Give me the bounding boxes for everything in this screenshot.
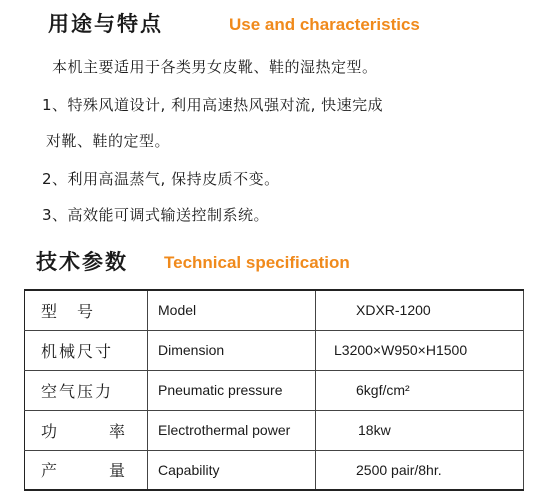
spec-label-en: Electrothermal power: [148, 410, 316, 450]
spec-label-en: Model: [148, 290, 316, 330]
table-row: [25, 410, 524, 450]
table-row: [25, 290, 524, 330]
spec-value: XDXR-1200: [316, 290, 524, 330]
spec-title-en: Technical specification: [164, 253, 350, 272]
spec-table: [24, 289, 524, 491]
spec-title-zh: 技术参数: [36, 250, 128, 274]
usage-item-2: 2、利用高温蒸气, 保持皮质不变。: [42, 170, 280, 188]
spec-value: 18kw: [316, 410, 524, 450]
spec-label-zh: 空气压力: [25, 370, 148, 410]
spec-label-en: Capability: [148, 450, 316, 490]
table-row: [25, 450, 524, 490]
table-row: [25, 330, 524, 370]
usage-intro: 本机主要适用于各类男女皮靴、鞋的湿热定型。: [52, 58, 378, 76]
usage-item-3: 3、高效能可调式输送控制系统。: [42, 206, 270, 224]
table-row: [25, 370, 524, 410]
usage-item-1-cont: 对靴、鞋的定型。: [46, 132, 171, 150]
spec-label-en: Pneumatic pressure: [148, 370, 316, 410]
spec-label-zh: 机械尺寸: [25, 330, 148, 370]
spec-value: L3200×W950×H1500: [316, 330, 524, 370]
usage-title-en: Use and characteristics: [229, 15, 420, 34]
usage-item-1: 1、特殊风道设计, 利用高速热风强对流, 快速完成: [42, 96, 384, 114]
spec-label-zh: 产 量: [25, 450, 148, 490]
spec-label-zh: 功 率: [25, 410, 148, 450]
spec-label-en: Dimension: [148, 330, 316, 370]
usage-title-zh: 用途与特点: [48, 12, 163, 36]
spec-value: 2500 pair/8hr.: [316, 450, 524, 490]
spec-value: 6kgf/cm²: [316, 370, 524, 410]
spec-label-zh: 型 号: [25, 290, 148, 330]
